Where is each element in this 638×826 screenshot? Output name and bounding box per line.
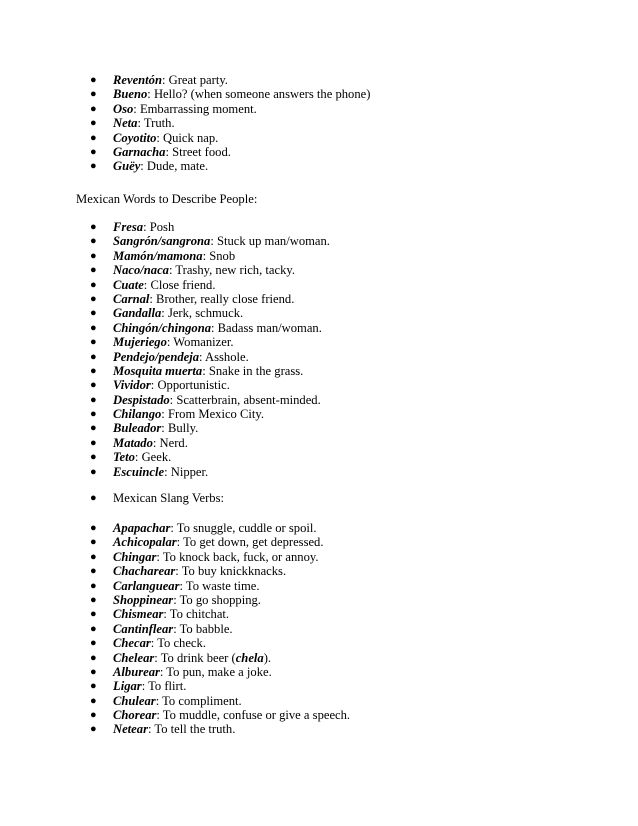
bullet-icon: ● — [90, 723, 97, 736]
slang-verbs-heading-list — [88, 491, 608, 505]
bullet-icon: ● — [90, 117, 97, 130]
slang-term: Chingar — [113, 549, 157, 564]
slang-definition: : Posh — [143, 220, 175, 234]
list-item — [88, 722, 608, 736]
bullet-icon: ● — [90, 102, 97, 115]
bullet-icon: ● — [90, 364, 97, 377]
slang-definition: : Scatterbrain, absent-minded. — [169, 392, 321, 407]
slang-definition: : Nipper. — [164, 464, 209, 479]
slang-definition: : Geek. — [134, 450, 172, 465]
slang-definition: : Asshole. — [199, 349, 249, 364]
bullet-icon: ● — [90, 221, 97, 233]
list-item — [88, 679, 608, 693]
slang-definition: : Hello? (when someone answers the phone) — [147, 87, 371, 102]
slang-definition: : Dude, mate. — [140, 159, 209, 174]
slang-term: Mamón/mamona — [113, 248, 203, 263]
list-item — [88, 364, 608, 378]
list-item — [88, 102, 608, 116]
bullet-icon: ● — [90, 680, 97, 693]
slang-definition: : Great party. — [161, 73, 228, 87]
bullet-icon: ● — [90, 264, 97, 277]
slang-term: Alburear — [113, 664, 160, 679]
bullet-icon: ● — [90, 350, 97, 363]
list-item — [88, 378, 608, 392]
bullet-icon: ● — [90, 694, 97, 707]
bullet-icon: ● — [90, 145, 97, 158]
bullet-icon: ● — [90, 492, 97, 504]
slang-term: Pendejo/pendeja — [113, 349, 200, 364]
list-item — [88, 465, 608, 479]
bullet-icon: ● — [90, 622, 97, 635]
slang-term: Achicopalar — [113, 535, 177, 550]
list-item — [88, 234, 608, 248]
bullet-icon: ● — [90, 536, 97, 549]
slang-term: Escuincle — [113, 464, 165, 479]
slang-definition: : Snob — [202, 248, 236, 263]
list-item — [88, 73, 608, 87]
bullet-icon: ● — [90, 608, 97, 621]
slang-definition: : To knock back, fuck, or annoy. — [156, 549, 319, 564]
slang-list-people — [88, 220, 608, 479]
slang-definition: : Quick nap. — [156, 130, 219, 145]
slang-term: Chorear — [113, 708, 157, 723]
slang-definition: : To snuggle, cuddle or spoil. — [170, 521, 317, 535]
list-item — [88, 665, 608, 679]
list-item — [88, 535, 608, 549]
slang-term: Carnal — [113, 291, 150, 306]
slang-definition: : Truth. — [137, 116, 175, 131]
slang-definition-tail: ). — [263, 650, 272, 665]
slang-definition: : To flirt. — [141, 679, 187, 694]
list-item — [88, 579, 608, 593]
bullet-icon: ● — [90, 408, 97, 421]
bullet-icon: ● — [90, 436, 97, 449]
slang-term: Guëy — [113, 159, 141, 174]
slang-term: Apapachar — [113, 521, 171, 535]
list-item — [88, 116, 608, 130]
list-item — [88, 407, 608, 421]
bullet-icon: ● — [90, 422, 97, 435]
bullet-icon: ● — [90, 522, 97, 534]
slang-definition: : From Mexico City. — [161, 407, 265, 422]
slang-term: Mosquita muerta — [113, 363, 203, 378]
bullet-icon: ● — [90, 131, 97, 144]
slang-list-general — [88, 73, 608, 174]
slang-definition: : To muddle, confuse or give a speech. — [156, 708, 351, 723]
bullet-icon: ● — [90, 307, 97, 320]
bullet-icon: ● — [90, 565, 97, 578]
list-item — [88, 393, 608, 407]
list-item — [88, 421, 608, 435]
slang-definition: : Brother, really close friend. — [149, 291, 295, 306]
slang-term: Vividor — [113, 378, 151, 393]
slang-definition: : To pun, make a joke. — [159, 664, 272, 679]
slang-definition: : To go shopping. — [173, 592, 261, 607]
section-heading-verbs: Mexican Slang Verbs: — [113, 491, 224, 505]
slang-definition: : To babble. — [173, 621, 233, 636]
list-item — [88, 292, 608, 306]
slang-definition: : Womanizer. — [166, 335, 234, 350]
slang-term-inline: chela — [235, 650, 264, 665]
slang-term: Naco/naca — [113, 263, 169, 278]
bullet-icon: ● — [90, 593, 97, 606]
slang-definition: : To buy knickknacks. — [175, 564, 287, 579]
bullet-icon: ● — [90, 665, 97, 678]
slang-term: Reventón — [113, 73, 162, 87]
slang-term: Shoppinear — [113, 592, 174, 607]
list-item — [88, 249, 608, 263]
slang-term: Buleador — [113, 421, 162, 436]
slang-definition: : To chitchat. — [163, 607, 230, 622]
slang-term: Teto — [113, 450, 135, 465]
list-item — [88, 350, 608, 364]
slang-term: Ligar — [113, 679, 142, 694]
slang-term: Sangrón/sangrona — [113, 234, 211, 249]
section-heading-people: Mexican Words to Describe People: — [76, 192, 258, 206]
bullet-icon: ● — [90, 709, 97, 722]
list-item — [88, 694, 608, 708]
slang-term: Netear — [113, 722, 148, 737]
slang-term: Garnacha — [113, 144, 166, 159]
list-item — [88, 550, 608, 564]
bullet-icon: ● — [90, 278, 97, 291]
bullet-icon: ● — [90, 292, 97, 305]
slang-term: Fresa — [113, 220, 144, 234]
slang-definition: : Opportunistic. — [150, 378, 230, 393]
list-item — [88, 306, 608, 320]
list-item — [88, 622, 608, 636]
slang-term: Gandalla — [113, 306, 162, 321]
bullet-icon: ● — [90, 88, 97, 101]
slang-term: Carlanguear — [113, 578, 180, 593]
slang-term: Despistado — [113, 392, 170, 407]
bullet-icon: ● — [90, 637, 97, 650]
slang-definition: : Jerk, schmuck. — [161, 306, 244, 321]
list-item — [88, 651, 608, 665]
slang-term: Chelear — [113, 650, 155, 665]
slang-definition: : Snake in the grass. — [202, 363, 304, 378]
slang-definition: : Stuck up man/woman. — [210, 234, 330, 249]
list-item — [88, 263, 608, 277]
slang-definition: : To get down, get depressed. — [176, 535, 324, 550]
list-item — [88, 278, 608, 292]
slang-definition: : To check. — [150, 636, 206, 651]
slang-term: Chilango — [113, 407, 162, 422]
list-item — [88, 607, 608, 621]
slang-definition: : To drink beer ( — [154, 650, 236, 665]
slang-definition: : Bully. — [161, 421, 199, 436]
bullet-icon: ● — [90, 393, 97, 406]
slang-term: Neta — [113, 116, 138, 131]
slang-term: Oso — [113, 101, 134, 116]
bullet-icon: ● — [90, 579, 97, 592]
slang-definition: : Nerd. — [152, 435, 188, 450]
list-item — [88, 450, 608, 464]
slang-term: Chismear — [113, 607, 164, 622]
list-item — [88, 321, 608, 335]
list-item — [88, 131, 608, 145]
slang-term: Chacharear — [113, 564, 176, 579]
slang-term: Cuate — [113, 277, 144, 292]
slang-term: Chingón/chingona — [113, 320, 211, 335]
slang-term: Coyotito — [113, 130, 157, 145]
slang-definition: : To waste time. — [179, 578, 260, 593]
list-item — [88, 564, 608, 578]
slang-list-verbs — [88, 521, 608, 737]
bullet-icon: ● — [90, 651, 97, 664]
list-item — [88, 636, 608, 650]
bullet-icon: ● — [90, 451, 97, 464]
bullet-icon: ● — [90, 249, 97, 262]
list-item — [88, 491, 608, 505]
slang-definition: : Embarrassing moment. — [133, 101, 257, 116]
list-item — [88, 159, 608, 173]
slang-definition: : Trashy, new rich, tacky. — [168, 263, 296, 278]
bullet-icon: ● — [90, 465, 97, 478]
slang-term: Bueno — [113, 87, 148, 102]
slang-definition: : Close friend. — [143, 277, 216, 292]
bullet-icon: ● — [90, 235, 97, 248]
list-item — [88, 335, 608, 349]
list-item — [88, 87, 608, 101]
slang-term: Checar — [113, 636, 151, 651]
bullet-icon: ● — [90, 160, 97, 173]
slang-term: Cantinflear — [113, 621, 174, 636]
slang-term: Mujeriego — [113, 335, 167, 350]
list-item — [88, 521, 608, 535]
slang-definition: : Badass man/woman. — [211, 320, 322, 335]
bullet-icon: ● — [90, 321, 97, 334]
bullet-icon: ● — [90, 379, 97, 392]
list-item — [88, 220, 608, 234]
slang-definition: : Street food. — [165, 144, 231, 159]
list-item — [88, 145, 608, 159]
slang-definition: : To tell the truth. — [147, 722, 236, 737]
slang-definition: : To compliment. — [155, 693, 242, 708]
list-item — [88, 436, 608, 450]
list-item — [88, 708, 608, 722]
slang-term: Chulear — [113, 693, 156, 708]
bullet-icon: ● — [90, 336, 97, 349]
bullet-icon: ● — [90, 550, 97, 563]
list-item — [88, 593, 608, 607]
slang-term: Matado — [113, 435, 153, 450]
bullet-icon: ● — [90, 74, 97, 86]
